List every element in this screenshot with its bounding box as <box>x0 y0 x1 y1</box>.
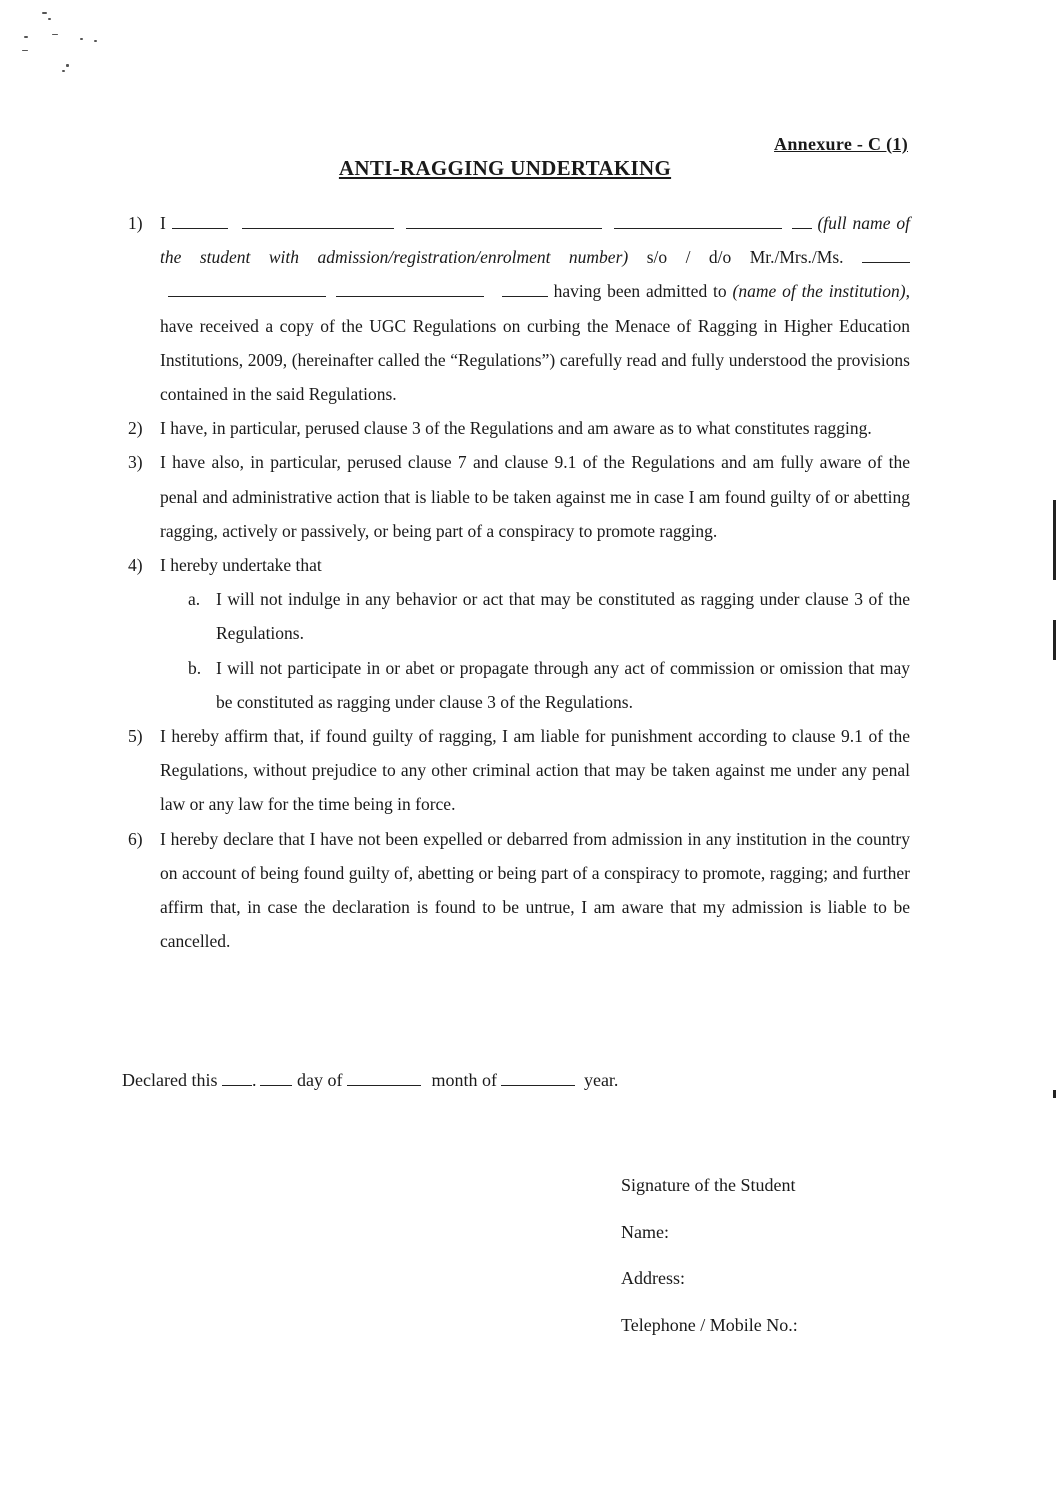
clause-text: I hereby affirm that, if found guilty of ragging, I am liable for punishment according to clause 9.1 of the Regulations, without prejudice to any other criminal action that may be taken against me under any penal law or any law for the time being in force. <box>160 726 910 815</box>
parent-name-blank-1[interactable] <box>862 248 910 263</box>
address-label: Address: <box>621 1268 685 1288</box>
clause-1-hint-student: (full name of the student with admission/registration/enrolment number) <box>160 213 911 268</box>
subclause-letter: b. <box>188 657 202 678</box>
day-blank-1[interactable] <box>222 1071 252 1086</box>
clause-1-text-end: , have received a copy of the UGC Regulations on curbing the Menace of Ragging in Higher Education Institutions, 2009, (hereinafter called the “Regulations”) carefully read and fully understood the provisions contained in the said Regulations. <box>160 281 910 405</box>
subclause-text: I will not participate in or abet or propagate through any act of commission or omission that may be constituted as ragging under clause 3 of the Regulations. <box>216 657 910 712</box>
clause-number: 2) <box>128 418 143 439</box>
clause-4 <box>128 548 910 582</box>
signature-block <box>621 1162 798 1348</box>
phone-label: Telephone / Mobile No.: <box>621 1314 798 1335</box>
student-name-blank-3[interactable] <box>406 214 602 229</box>
clause-text: I have also, in particular, perused clause 7 and clause 9.1 of the Regulations and am fully aware of the penal and administrative action that is liable to be taken against me in case I am found guilty of or abetting ragging, actively or passively, or being part of a conspiracy to promote ragging. <box>160 452 910 541</box>
subclause-letter: a. <box>188 589 201 610</box>
parent-name-blank-3[interactable] <box>336 282 484 297</box>
clause-1-hint-institution: (name of the institution) <box>732 281 906 302</box>
clause-2 <box>128 411 910 445</box>
clause-number: 1) <box>128 213 143 233</box>
day-of-label: day of <box>296 1070 343 1090</box>
student-name-blank-1[interactable] <box>172 214 228 229</box>
scan-edge-marks <box>1050 0 1058 1497</box>
signature-label: Signature of the Student <box>621 1175 796 1195</box>
clause-6 <box>128 822 910 959</box>
clause-number: 5) <box>128 726 143 747</box>
clause-4-subitems <box>128 582 910 719</box>
clause-1 <box>128 206 910 411</box>
parent-name-blank-2[interactable] <box>168 282 326 297</box>
student-name-blank-5[interactable] <box>792 214 812 229</box>
day-blank-2[interactable] <box>260 1071 292 1086</box>
clause-text: I have, in particular, perused clause 3 of the Regulations and am aware as to what constitutes ragging. <box>160 418 872 439</box>
clause-text: I hereby undertake that <box>160 555 322 576</box>
clause-1-text-start: I <box>160 213 166 233</box>
parent-name-blank-4[interactable] <box>502 282 548 297</box>
student-name-blank-4[interactable] <box>614 214 782 229</box>
month-blank[interactable] <box>347 1071 421 1086</box>
subclause-a <box>128 582 910 650</box>
day-separator: . <box>251 1070 257 1090</box>
subclause-text: I will not indulge in any behavior or act that may be constituted as ragging under clause 3 of the Regulations. <box>216 589 910 644</box>
subclause-b <box>128 651 910 719</box>
year-label: year. <box>583 1070 619 1090</box>
clause-text: I hereby declare that I have not been expelled or debarred from admission in any institution in the country on account of being found guilty of, abetting or being part of a conspiracy to promote, ragging; and further affirm that, in case the declaration is found to be untrue, I am aware that my admission is liable to be cancelled. <box>160 828 910 952</box>
clause-1-parent: s/o / d/o Mr./Mrs./Ms. <box>646 247 844 268</box>
clause-number: 6) <box>128 828 143 849</box>
clause-1-admitted: having been admitted to <box>553 281 727 302</box>
month-of-label: month of <box>431 1070 497 1090</box>
student-name-blank-2[interactable] <box>242 214 394 229</box>
page-title: ANTI-RAGGING UNDERTAKING <box>338 156 672 180</box>
undertaking-body <box>128 206 910 958</box>
year-blank[interactable] <box>501 1071 575 1086</box>
clause-number: 3) <box>128 452 143 473</box>
name-label: Name: <box>621 1221 669 1242</box>
declared-prefix: Declared this <box>122 1070 218 1090</box>
declaration-line <box>122 1070 618 1091</box>
clause-number: 4) <box>128 555 143 576</box>
clause-3 <box>128 445 910 548</box>
annexure-label: Annexure - C (1) <box>774 134 908 154</box>
clause-5 <box>128 719 910 822</box>
scan-artifact-dots <box>18 8 108 88</box>
